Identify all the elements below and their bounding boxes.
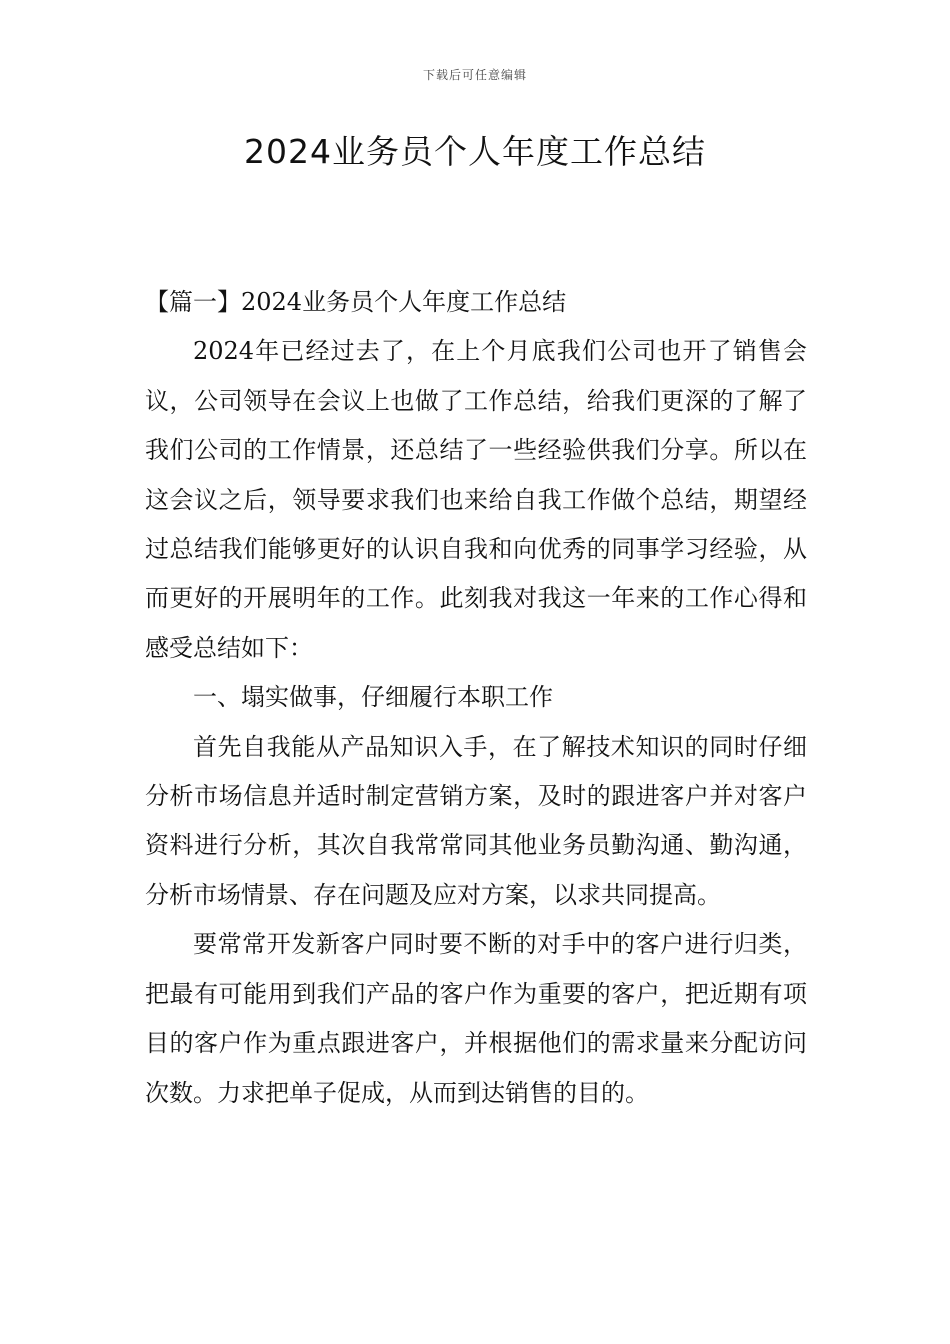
paragraph-intro: 2024年已经过去了，在上个月底我们公司也开了销售会议，公司领导在会议上也做了工作总结，给我们更深的了解了我们公司的工作情景，还总结了一些经验供我们分享。所以在这会议之后，领导要求我们也来给自我工作做个总结，期望经过总结我们能够更好的认识自我和向优秀的同事学习经验，从而更好的开展明年的工作。此刻我对我这一年来的工作心得和感受总结如下：: [145, 337, 807, 662]
paragraph-heading-1: 一、塌实做事，仔细履行本职工作: [193, 683, 553, 712]
paragraph-body-1: 首先自我能从产品知识入手，在了解技术知识的同时仔细分析市场信息并适时制定营销方案，及时的跟进客户并对客户资料进行分析，其次自我常常同其他业务员勤沟通、勤沟通，分析市场情景、存在问题及应对方案，以求共同提高。: [145, 732, 807, 909]
document-body: [145, 278, 807, 1118]
header-note: 下载后可任意编辑: [422, 68, 527, 82]
paragraph-body-2: 要常常开发新客户同时要不断的对手中的客户进行归类，把最有可能用到我们产品的客户作为重要的客户，把近期有项目的客户作为重点跟进客户，并根据他们的需求量来分配访问次数。力求把单子促成，从而到达销售的目的。: [145, 930, 807, 1107]
document-title: 2024业务员个人年度工作总结: [244, 132, 706, 171]
section-label: 【篇一】2024业务员个人年度工作总结: [145, 288, 567, 316]
